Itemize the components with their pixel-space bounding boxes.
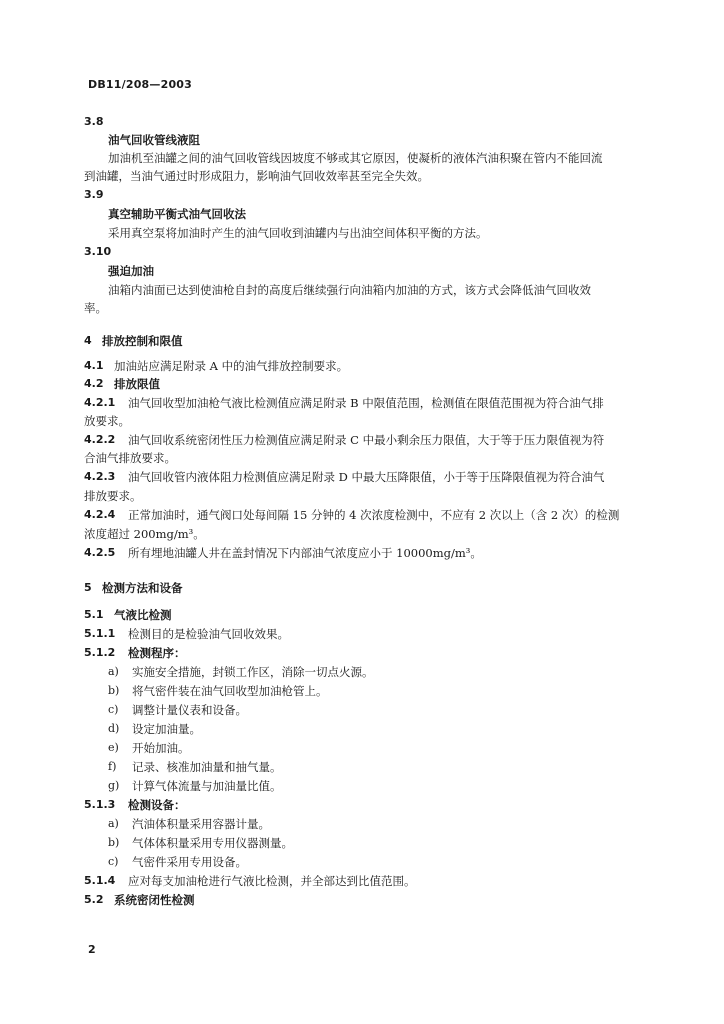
clause-3-8-definition-line2: 到油罐，当油气通过时形成阻力，影响油气回收效率甚至完全失效。	[84, 169, 429, 183]
clause-4-1-number: 4.1	[84, 359, 104, 372]
clause-5-1-2-number: 5.1.2	[84, 646, 116, 659]
chapter-4-title: 排放控制和限值	[102, 334, 183, 348]
clause-3-8-definition-line1: 加油机至油罐之间的油气回收管线因坡度不够或其它原因，使凝析的液体汽油积聚在管内不能回流	[108, 151, 603, 165]
clause-5-1-2-title: 检测程序：	[128, 646, 186, 660]
equipment-item-c-text: 气密件采用专用设备。	[132, 855, 247, 869]
standard-code-header: DB11/208—2003	[88, 78, 193, 91]
clause-4-2-1-line2: 放要求。	[84, 414, 130, 428]
equipment-item-a-letter: a)	[108, 817, 119, 830]
clause-4-2-4-line1: 正常加油时，通气阀口处每间隔 15 分钟的 4 次浓度检测中，不应有 2 次以上（含 2 次）的检测	[128, 508, 620, 522]
procedure-item-e-text: 开始加油。	[132, 741, 190, 755]
procedure-item-f-letter: f)	[108, 760, 117, 773]
procedure-item-b-letter: b)	[108, 684, 120, 697]
procedure-item-d-text: 设定加油量。	[132, 722, 201, 736]
page-number: 2	[88, 943, 96, 956]
clause-3-9-number: 3.9	[84, 188, 104, 201]
equipment-item-a-text: 汽油体积量采用容器计量。	[132, 817, 270, 831]
clause-4-2-2-number: 4.2.2	[84, 433, 116, 446]
clause-5-1-3-number: 5.1.3	[84, 798, 116, 811]
clause-4-2-2-line2: 合油气排放要求。	[84, 451, 176, 465]
clause-5-1-4-text: 应对每支加油枪进行气液比检测，并全部达到比值范围。	[128, 874, 416, 888]
clause-5-2-title: 系统密闭性检测	[114, 893, 195, 907]
clause-4-2-5-number: 4.2.5	[84, 546, 116, 559]
procedure-item-g-letter: g)	[108, 779, 120, 792]
procedure-item-d-letter: d)	[108, 722, 120, 735]
procedure-item-g-text: 计算气体流量与加油量比值。	[132, 779, 282, 793]
clause-5-1-1-text: 检测目的是检验油气回收效果。	[128, 627, 289, 641]
equipment-item-b-letter: b)	[108, 836, 120, 849]
procedure-item-c-text: 调整计量仪表和设备。	[132, 703, 247, 717]
clause-4-2-5-text: 所有埋地油罐人井在盖封情况下内部油气浓度应小于 10000mg/m³。	[128, 546, 482, 560]
clause-3-9-definition: 采用真空泵将加油时产生的油气回收到油罐内与出油空间体积平衡的方法。	[108, 226, 488, 240]
equipment-item-b-text: 气体体积量采用专用仪器测量。	[132, 836, 293, 850]
clause-5-2-number: 5.2	[84, 893, 104, 906]
clause-5-1-3-title: 检测设备：	[128, 798, 186, 812]
clause-4-2-title: 排放限值	[114, 377, 160, 391]
clause-4-2-2-line1: 油气回收系统密闭性压力检测值应满足附录 C 中最小剩余压力限值，大于等于压力限值视为符	[128, 433, 605, 447]
clause-3-10-number: 3.10	[84, 245, 112, 258]
clause-3-10-term: 强迫加油	[108, 264, 154, 278]
clause-4-2-3-line2: 排放要求。	[84, 489, 142, 503]
procedure-item-a-text: 实施安全措施，封锁工作区，消除一切点火源。	[132, 665, 374, 679]
clause-4-2-3-number: 4.2.3	[84, 470, 116, 483]
clause-4-1-text: 加油站应满足附录 A 中的油气排放控制要求。	[114, 359, 349, 373]
clause-5-1-4-number: 5.1.4	[84, 874, 116, 887]
clause-3-10-definition-line2: 率。	[84, 301, 107, 315]
clause-5-1-number: 5.1	[84, 608, 104, 621]
clause-3-10-definition-line1: 油箱内油面已达到使油枪自封的高度后继续强行向油箱内加油的方式，该方式会降低油气回收效	[108, 283, 591, 297]
clause-4-2-3-line1: 油气回收管内液体阻力检测值应满足附录 D 中最大压降限值，小于等于压降限值视为符合油气	[128, 470, 605, 484]
clause-3-9-term: 真空辅助平衡式油气回收法	[108, 207, 246, 221]
clause-4-2-1-number: 4.2.1	[84, 396, 116, 409]
chapter-5-number: 5	[84, 581, 92, 594]
clause-5-1-1-number: 5.1.1	[84, 627, 116, 640]
clause-4-2-4-line2: 浓度超过 200mg/m³。	[84, 527, 205, 541]
clause-4-2-number: 4.2	[84, 377, 104, 390]
clause-4-2-1-line1: 油气回收型加油枪气液比检测值应满足附录 B 中限值范围，检测值在限值范围视为符合油气排	[128, 396, 604, 410]
chapter-4-number: 4	[84, 334, 92, 347]
clause-3-8-term: 油气回收管线液阻	[108, 133, 200, 147]
procedure-item-e-letter: e)	[108, 741, 119, 754]
chapter-5-title: 检测方法和设备	[102, 581, 183, 595]
procedure-item-c-letter: c)	[108, 703, 119, 716]
procedure-item-b-text: 将气密件装在油气回收型加油枪管上。	[132, 684, 328, 698]
equipment-item-c-letter: c)	[108, 855, 119, 868]
clause-5-1-title: 气液比检测	[114, 608, 172, 622]
clause-3-8-number: 3.8	[84, 115, 104, 128]
procedure-item-f-text: 记录、核准加油量和抽气量。	[132, 760, 282, 774]
procedure-item-a-letter: a)	[108, 665, 119, 678]
clause-4-2-4-number: 4.2.4	[84, 508, 116, 521]
